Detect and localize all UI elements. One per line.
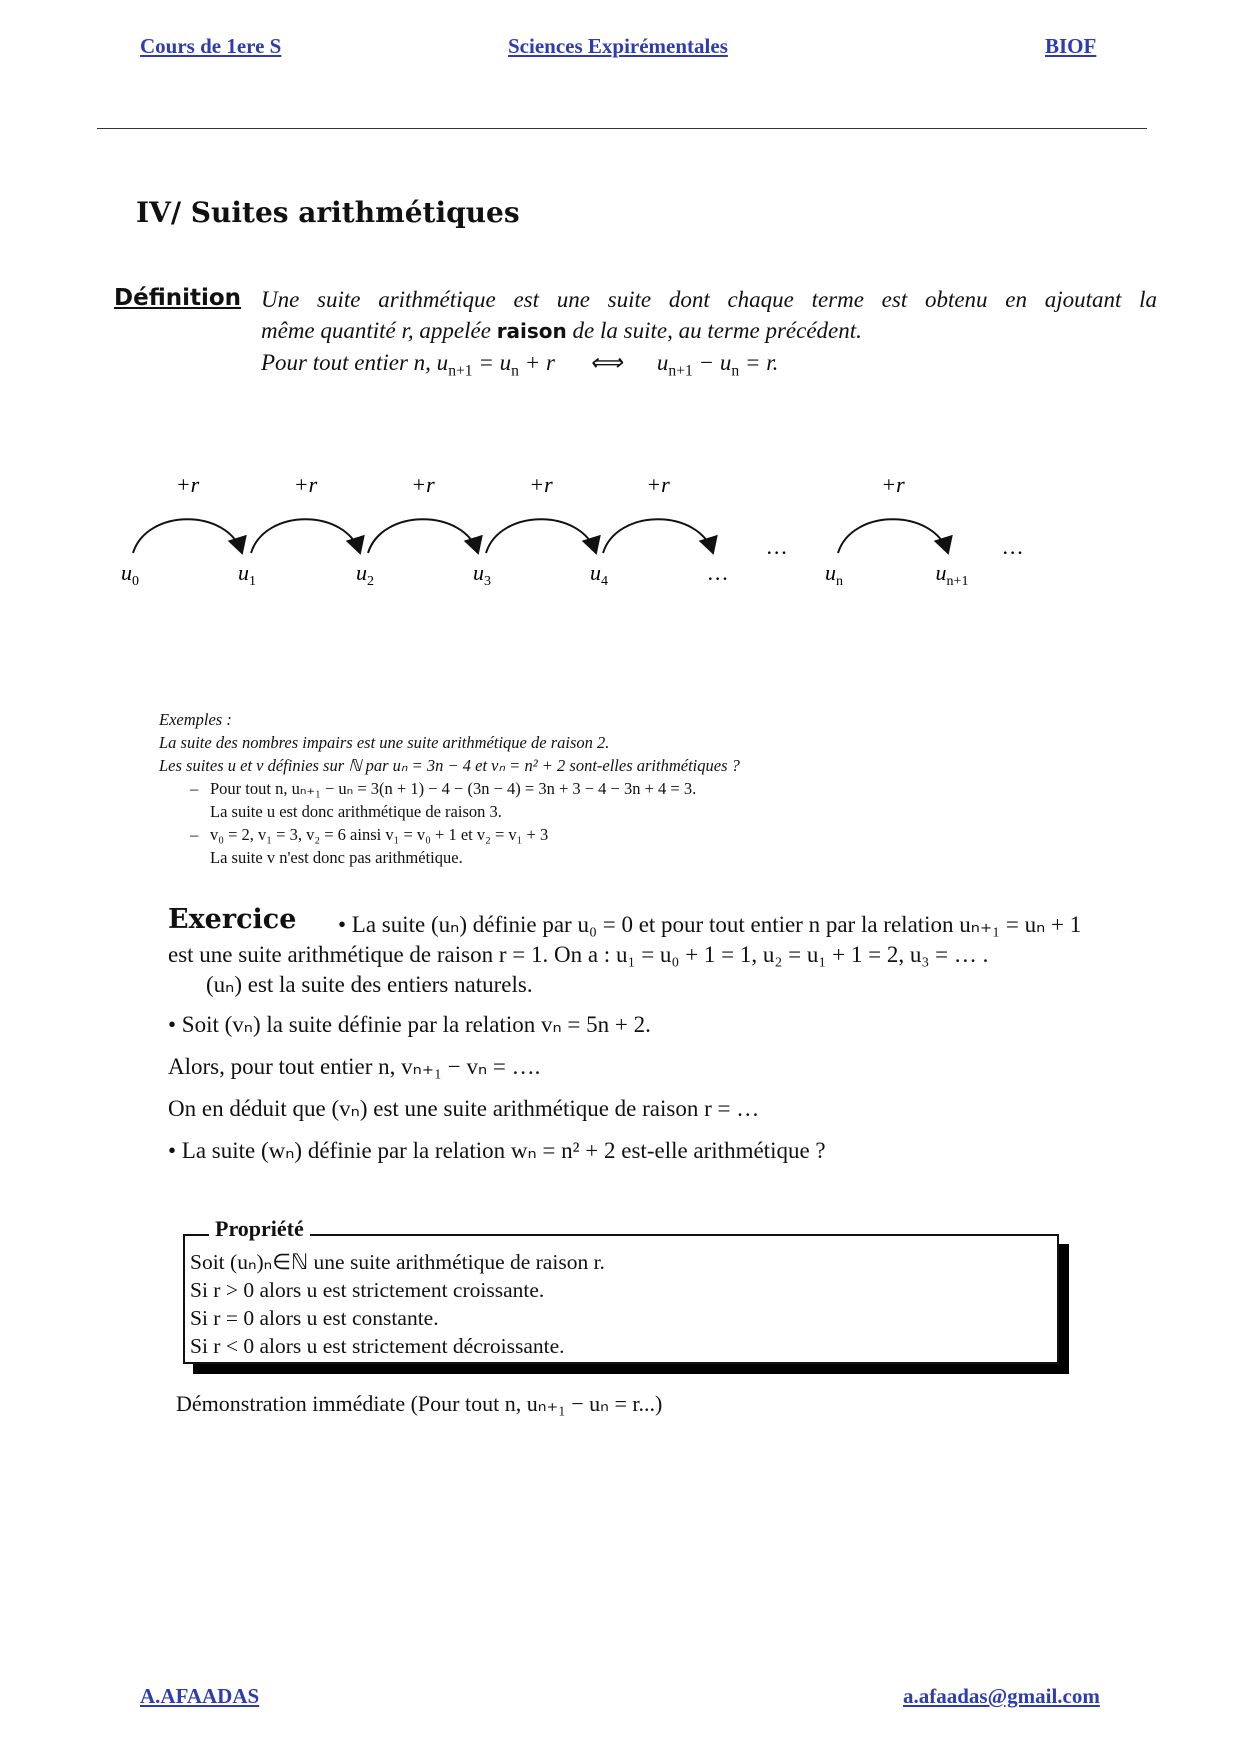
plus-r-label: +r — [175, 472, 200, 497]
example-line-1: La suite des nombres impairs est une suite arithmétique de raison 2. — [159, 733, 610, 752]
sequence-term-label: $u_0$ — [121, 560, 139, 589]
list-dash: – — [190, 825, 199, 844]
exercise-line-5: Alors, pour tout entier n, vₙ₊₁ − vₙ = …. — [168, 1054, 541, 1079]
examples-block — [159, 708, 740, 869]
exercise-line-3: (uₙ) est la suite des entiers naturels. — [206, 972, 533, 997]
plus-r-label: +r — [293, 472, 318, 497]
exercise-line-6: On en déduit que (vₙ) est une suite arithmétique de raison r = … — [168, 1096, 760, 1121]
sequence-term-label: $u_3$ — [473, 560, 491, 589]
footer-email-link[interactable]: a.afaadas@gmail.com — [903, 1684, 1100, 1708]
property-title: Propriété — [209, 1216, 310, 1242]
property-line-4: Si r < 0 alors u est strictement décroissante. — [190, 1334, 565, 1358]
exercise-line-2: est une suite arithmétique de raison r = 1. On a : u₁ = u₀ + 1 = 1, u₂ = u₁ + 1 = 2, u₃ = … . — [168, 942, 989, 967]
arithmetic-sequence-diagram — [0, 460, 1240, 600]
plus-r-arc-arrow — [603, 519, 713, 553]
ellipsis-label: … — [767, 534, 787, 559]
sequence-term-label: $u_n$ — [825, 560, 843, 589]
plus-r-arc-arrow — [368, 519, 478, 553]
footer-author-link[interactable]: A.AFAADAS — [140, 1684, 260, 1708]
sequence-term-label: $u_2$ — [356, 560, 374, 589]
plus-r-label: +r — [411, 472, 435, 497]
property-content — [190, 1248, 605, 1360]
definition-line-2: même quantité r, appelée raison de la suite, au terme précédent. — [261, 318, 862, 343]
list-dash: – — [190, 779, 199, 798]
section-title: IV/ Suites arithmétiques — [136, 196, 520, 229]
plus-r-label: +r — [646, 472, 670, 497]
plus-r-arc-arrow — [486, 519, 596, 553]
plus-r-arc-arrow — [251, 519, 360, 553]
header-section-link[interactable]: Sciences Expirémentales — [508, 34, 728, 58]
definition-line-1: Une suite arithmétique est une suite dont chaque terme est obtenu en ajoutant la — [261, 287, 1157, 312]
property-line-2: Si r > 0 alors u est strictement croissante. — [190, 1278, 545, 1302]
plus-r-label: +r — [529, 472, 553, 497]
header-divider — [97, 128, 1147, 129]
header-biof-link[interactable]: BIOF — [1045, 34, 1097, 58]
example-item-2: – v₀ = 2, v₁ = 3, v₂ = 6 ainsi v₁ = v₀ + 1 et v₂ = v₁ + 3 La suite v n'est donc pas arithmétique. — [190, 825, 549, 867]
sequence-term-label: … — [708, 560, 728, 585]
property-line-1: Soit (uₙ)ₙ∈ℕ une suite arithmétique de raison r. — [190, 1250, 605, 1274]
demonstration-note: Démonstration immédiate (Pour tout n, uₙ₊₁ − uₙ = r...) — [176, 1391, 663, 1416]
examples-heading: Exemples : — [159, 710, 232, 729]
exercise-line-1: • La suite (uₙ) définie par u₀ = 0 et pour tout entier n par la relation uₙ₊₁ = uₙ + 1 — [338, 912, 1082, 937]
example-item-1: – Pour tout n, uₙ₊₁ − uₙ = 3(n + 1) − 4 − (3n − 4) = 3n + 3 − 4 − 3n + 4 = 3. La suite u est donc arithmétique de raison 3. — [190, 779, 697, 821]
plus-r-label: +r — [881, 472, 905, 497]
sequence-term-label: $u_{n+1}$ — [935, 560, 969, 589]
sequence-term-label: $u_4$ — [590, 560, 608, 589]
definition-label: Définition — [114, 285, 242, 311]
exercise-title: Exercice — [168, 904, 297, 935]
ellipsis-label: … — [1003, 534, 1023, 559]
example-line-2: Les suites u et v définies sur ℕ par uₙ = 3n − 4 et vₙ = n² + 2 sont-elles arithmétiques ? — [159, 756, 740, 775]
header-course-link[interactable]: Cours de 1ere S — [140, 34, 282, 58]
exercise-line-4: • Soit (vₙ) la suite définie par la relation vₙ = 5n + 2. — [168, 1012, 651, 1037]
sequence-term-label: $u_1$ — [238, 560, 256, 589]
exercise-line-7: • La suite (wₙ) définie par la relation wₙ = n² + 2 est-elle arithmétique ? — [168, 1138, 826, 1163]
property-line-3: Si r = 0 alors u est constante. — [190, 1306, 439, 1330]
plus-r-arc-arrow — [133, 519, 242, 553]
definition-body — [261, 284, 1157, 387]
plus-r-arc-arrow — [838, 519, 948, 553]
definition-line-3: Pour tout entier n, $u_{n+1} = u_n + r$ ⟺ $u_{n+1} - u_n = r$. — [261, 350, 779, 380]
